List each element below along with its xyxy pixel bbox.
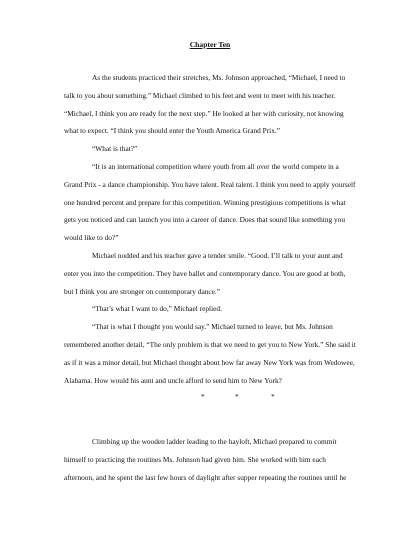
paragraph: Michael nodded and his teacher gave a tender smile. “Good. I’ll talk to your aunt and enter you into the competition. They have ballet and contemporary dance. You are good at both, but I think you are stronger on contemporary dance.” (64, 250, 346, 296)
paragraph: As the students practiced their stretches, Ms. Johnson approached, “Michael, I need to talk to you about something.” Michael climbed to his feet and went to meet with his teacher. “Michael, I think you are ready for the next step.” He looked at her with curiosity, not knowing what to expect. “I think you should enter the Youth America Grand Prix.” (64, 73, 346, 136)
paragraph: “That’s what I want to do,” Michael replied. (92, 304, 222, 314)
scene-break-asterisk: * (201, 392, 205, 402)
scene-break-asterisk: * (271, 392, 275, 402)
paragraph: “It is an international competition where youth from all over the world compete in a Grand Prix - a dance championship. You have talent. Real talent. I think you need to apply yourself one hundred percent and prepare for this competition. Winning prestigious competitions is what gets you noticed and can launch you into a career of dance. Does that sound like something you would like to do?” (64, 161, 356, 243)
chapter-title: Chapter Ten (189, 40, 231, 49)
paragraph: “That is what I thought you would say.” Michael turned to leave, but Ms. Johnson remembered another detail, “The only problem is that we need to get you to New York.” She said it as if it was a minor detail, but Michael thought about how far away New York was from Wedowee, Alabama. How would his aunt and uncle afford to send him to New York? (64, 322, 356, 385)
paragraph: “What is that?” (92, 144, 138, 154)
scene-break (64, 392, 356, 433)
paragraph: Climbing up the wooden ladder leading to the hayloft, Michael prepared to commit himself to practicing the routines Ms. Johnson had given him. She worked with him each afternoon, and he spent the last few hours of daylight after supper repeating the routines until he (64, 437, 347, 482)
scene-break-asterisk: * (235, 392, 239, 402)
